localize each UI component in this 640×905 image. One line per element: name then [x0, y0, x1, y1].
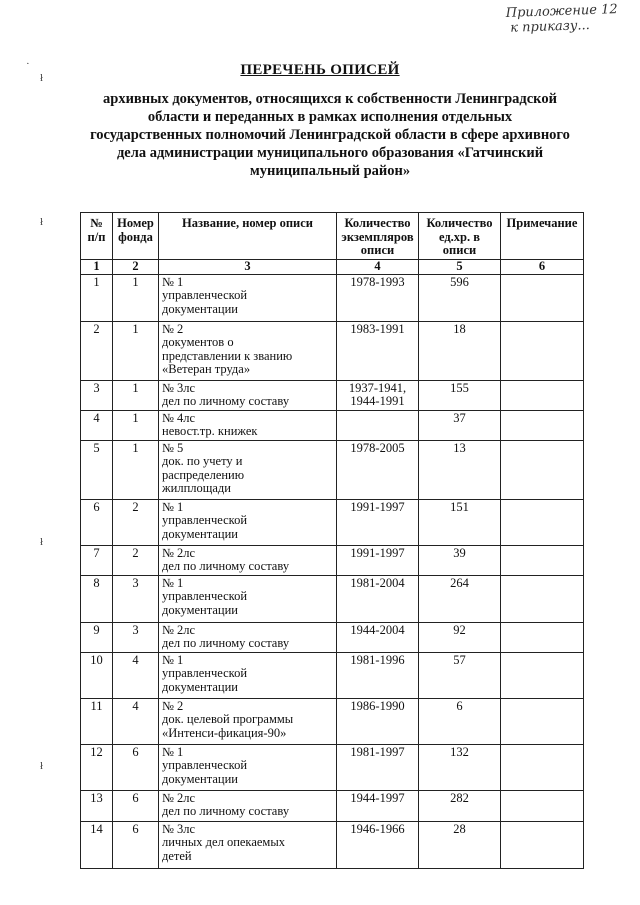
years-line: 1946-1966	[350, 821, 405, 836]
inventory-name-line: № 2	[162, 698, 184, 713]
copies-years-cell	[337, 499, 419, 545]
years-line: 1944-2004	[350, 622, 405, 637]
inventory-name-line: док. по учету и	[162, 454, 243, 468]
inventory-name-cell	[159, 622, 337, 652]
fond-number-cell: 1	[113, 321, 159, 380]
inventory-name-line: № 1	[162, 744, 184, 759]
inventory-name-line: дел по личному составу	[162, 804, 290, 818]
storage-units-cell: 37	[419, 410, 501, 440]
table-row	[81, 698, 584, 744]
inventory-name-line: документации	[162, 771, 238, 786]
document-subtitle	[80, 90, 580, 180]
row-number-cell: 4	[81, 410, 113, 440]
copies-years-cell	[337, 575, 419, 622]
copies-years-cell	[337, 622, 419, 652]
note-cell	[501, 790, 584, 821]
header-cell: Примечание	[501, 213, 584, 260]
inventory-name-line: № 4лс	[162, 410, 196, 425]
column-number-row	[81, 260, 584, 275]
handnote-line: к приказу...	[510, 18, 591, 36]
table-row	[81, 622, 584, 652]
fond-number-cell: 1	[113, 274, 159, 321]
note-cell	[501, 274, 584, 321]
column-number: 5	[419, 260, 501, 275]
fond-number-cell: 1	[113, 440, 159, 499]
note-cell	[501, 575, 584, 622]
margin-mark: ·	[26, 58, 30, 70]
note-cell	[501, 698, 584, 744]
margin-mark: ł	[40, 72, 44, 84]
table-row	[81, 440, 584, 499]
fond-number-cell: 3	[113, 575, 159, 622]
inventory-name-cell	[159, 499, 337, 545]
column-number: 6	[501, 260, 584, 275]
note-cell	[501, 821, 584, 868]
fond-number-cell: 4	[113, 698, 159, 744]
inventory-name-cell	[159, 321, 337, 380]
inventory-name-line: № 1	[162, 575, 184, 590]
table-row	[81, 790, 584, 821]
copies-years-cell	[337, 790, 419, 821]
subtitle-line: архивных документов, относящихся к собственности Ленинградской	[103, 91, 557, 107]
storage-units-cell: 6	[419, 698, 501, 744]
inventory-name-line: документов о	[162, 335, 234, 349]
inventory-name-cell	[159, 790, 337, 821]
inventory-name-line: док. целевой программы	[162, 712, 294, 726]
table-row	[81, 380, 584, 410]
table-body	[81, 274, 584, 868]
row-number-cell: 13	[81, 790, 113, 821]
row-number-cell: 11	[81, 698, 113, 744]
subtitle-line: государственных полномочий Ленинградской области в сфере архивного	[90, 127, 570, 143]
inventory-name-cell	[159, 410, 337, 440]
years-line: 1937-1941,	[348, 380, 407, 395]
storage-units-cell: 132	[419, 744, 501, 790]
copies-years-cell	[337, 321, 419, 380]
row-number-cell: 1	[81, 274, 113, 321]
inventory-name-cell	[159, 821, 337, 868]
row-number-cell: 5	[81, 440, 113, 499]
handnote-line: Приложение 12	[505, 2, 618, 21]
fond-number-cell: 1	[113, 410, 159, 440]
inventory-name-line: документации	[162, 679, 238, 694]
copies-years-cell	[337, 274, 419, 321]
inventory-name-line: распределению	[162, 467, 245, 482]
inventory-name-cell	[159, 652, 337, 698]
storage-units-cell: 92	[419, 622, 501, 652]
header-cell: Количество ед.хр. в описи	[419, 213, 501, 260]
inventory-name-line: представлении к званию	[162, 348, 293, 363]
fond-number-cell: 2	[113, 499, 159, 545]
note-cell	[501, 499, 584, 545]
subtitle-line: муниципальный район»	[249, 163, 411, 179]
inventory-name-cell	[159, 575, 337, 622]
storage-units-cell: 264	[419, 575, 501, 622]
years-line: 1986-1990	[350, 698, 405, 713]
subtitle-line: дела администрации муниципального образования «Гатчинский	[116, 145, 544, 161]
years-line: 1983-1991	[350, 321, 405, 336]
years-line: 1944-1991	[350, 394, 405, 408]
row-number-cell: 6	[81, 499, 113, 545]
inventory-name-line: № 1	[162, 652, 184, 667]
inventory-table	[80, 212, 584, 869]
inventory-name-line: личных дел опекаемых	[162, 835, 285, 849]
inventory-name-line: документации	[162, 602, 238, 617]
row-number-cell: 14	[81, 821, 113, 868]
copies-years-cell	[337, 744, 419, 790]
table-row	[81, 321, 584, 380]
storage-units-cell: 39	[419, 545, 501, 575]
note-cell	[501, 440, 584, 499]
table-row	[81, 274, 584, 321]
copies-years-cell	[337, 652, 419, 698]
inventory-name-line: № 5	[162, 440, 184, 455]
inventory-name-cell	[159, 744, 337, 790]
years-line: 1991-1997	[350, 499, 405, 514]
column-number: 2	[113, 260, 159, 275]
years-line: 1981-1997	[350, 744, 405, 759]
fond-number-cell: 2	[113, 545, 159, 575]
row-number-cell: 2	[81, 321, 113, 380]
table-row	[81, 545, 584, 575]
years-line: 1981-2004	[350, 575, 405, 590]
inventory-name-line: детей	[162, 848, 192, 863]
row-number-cell: 9	[81, 622, 113, 652]
row-number-cell: 3	[81, 380, 113, 410]
storage-units-cell: 155	[419, 380, 501, 410]
header-cell: № п/п	[81, 213, 113, 260]
fond-number-cell: 6	[113, 790, 159, 821]
note-cell	[501, 410, 584, 440]
inventory-name-cell	[159, 274, 337, 321]
copies-years-cell	[337, 821, 419, 868]
inventory-name-line: № 2лс	[162, 545, 196, 560]
storage-units-cell: 18	[419, 321, 501, 380]
column-number: 3	[159, 260, 337, 275]
row-number-cell: 12	[81, 744, 113, 790]
column-number: 1	[81, 260, 113, 275]
inventory-name-line: № 1	[162, 499, 184, 514]
fond-number-cell: 6	[113, 744, 159, 790]
inventory-name-line: управленческой	[162, 513, 248, 527]
copies-years-cell	[337, 698, 419, 744]
inventory-name-line: документации	[162, 526, 238, 541]
header-cell: Номер фонда	[113, 213, 159, 260]
fond-number-cell: 1	[113, 380, 159, 410]
storage-units-cell: 151	[419, 499, 501, 545]
document-title: ПЕРЕЧЕНЬ ОПИСЕЙ	[240, 62, 400, 78]
row-number-cell: 10	[81, 652, 113, 698]
copies-years-cell	[337, 380, 419, 410]
margin-mark: ł	[40, 760, 44, 772]
storage-units-cell: 596	[419, 274, 501, 321]
inventory-name-cell	[159, 380, 337, 410]
note-cell	[501, 545, 584, 575]
column-number: 4	[337, 260, 419, 275]
note-cell	[501, 622, 584, 652]
inventory-name-line: управленческой	[162, 288, 248, 302]
fond-number-cell: 3	[113, 622, 159, 652]
subtitle-line: области и переданных в рамках исполнения отдельных	[147, 109, 513, 125]
inventory-name-cell	[159, 440, 337, 499]
years-line: 1978-2005	[350, 440, 405, 455]
note-cell	[501, 380, 584, 410]
table-row	[81, 744, 584, 790]
years-line: 1991-1997	[350, 545, 405, 560]
inventory-name-line: управленческой	[162, 666, 248, 680]
inventory-name-line: дел по личному составу	[162, 394, 290, 408]
fond-number-cell: 6	[113, 821, 159, 868]
inventory-name-line: дел по личному составу	[162, 559, 290, 573]
table-row	[81, 652, 584, 698]
inventory-name-line: № 3лс	[162, 380, 196, 395]
fond-number-cell: 4	[113, 652, 159, 698]
table-row	[81, 575, 584, 622]
margin-mark: ł	[40, 216, 44, 228]
inventory-name-line: № 2лс	[162, 622, 196, 637]
inventory-name-line: невост.тр. книжек	[162, 424, 258, 438]
copies-years-cell	[337, 410, 419, 440]
inventory-name-line: документации	[162, 301, 238, 316]
header-row	[81, 213, 584, 260]
header-cell: Количество экземпляров описи	[337, 213, 419, 260]
storage-units-cell: 13	[419, 440, 501, 499]
header-cell: Название, номер описи	[159, 213, 337, 260]
table-row	[81, 821, 584, 868]
inventory-name-line: управленческой	[162, 758, 248, 772]
storage-units-cell: 57	[419, 652, 501, 698]
inventory-name-line: № 1	[162, 274, 184, 289]
inventory-name-line: № 2лс	[162, 790, 196, 805]
margin-mark: ł	[40, 536, 44, 548]
note-cell	[501, 744, 584, 790]
inventory-name-cell	[159, 698, 337, 744]
years-line: 1978-1993	[350, 274, 405, 289]
inventory-name-line: дел по личному составу	[162, 636, 290, 650]
copies-years-cell	[337, 545, 419, 575]
row-number-cell: 7	[81, 545, 113, 575]
years-line: 1944-1997	[350, 790, 405, 805]
inventory-name-line: управленческой	[162, 589, 248, 603]
years-line: 1981-1996	[350, 652, 405, 667]
inventory-name-cell	[159, 545, 337, 575]
note-cell	[501, 652, 584, 698]
inventory-name-line: № 3лс	[162, 821, 196, 836]
storage-units-cell: 28	[419, 821, 501, 868]
handwritten-annotation	[506, 2, 619, 36]
inventory-name-line: «Ветеран труда»	[162, 362, 251, 376]
inventory-name-line: № 2	[162, 321, 184, 336]
table-row	[81, 410, 584, 440]
inventory-name-line: «Интенси-фикация-90»	[162, 725, 287, 740]
storage-units-cell: 282	[419, 790, 501, 821]
note-cell	[501, 321, 584, 380]
inventory-name-line: жилплощади	[162, 481, 231, 495]
row-number-cell: 8	[81, 575, 113, 622]
table-row	[81, 499, 584, 545]
copies-years-cell	[337, 440, 419, 499]
